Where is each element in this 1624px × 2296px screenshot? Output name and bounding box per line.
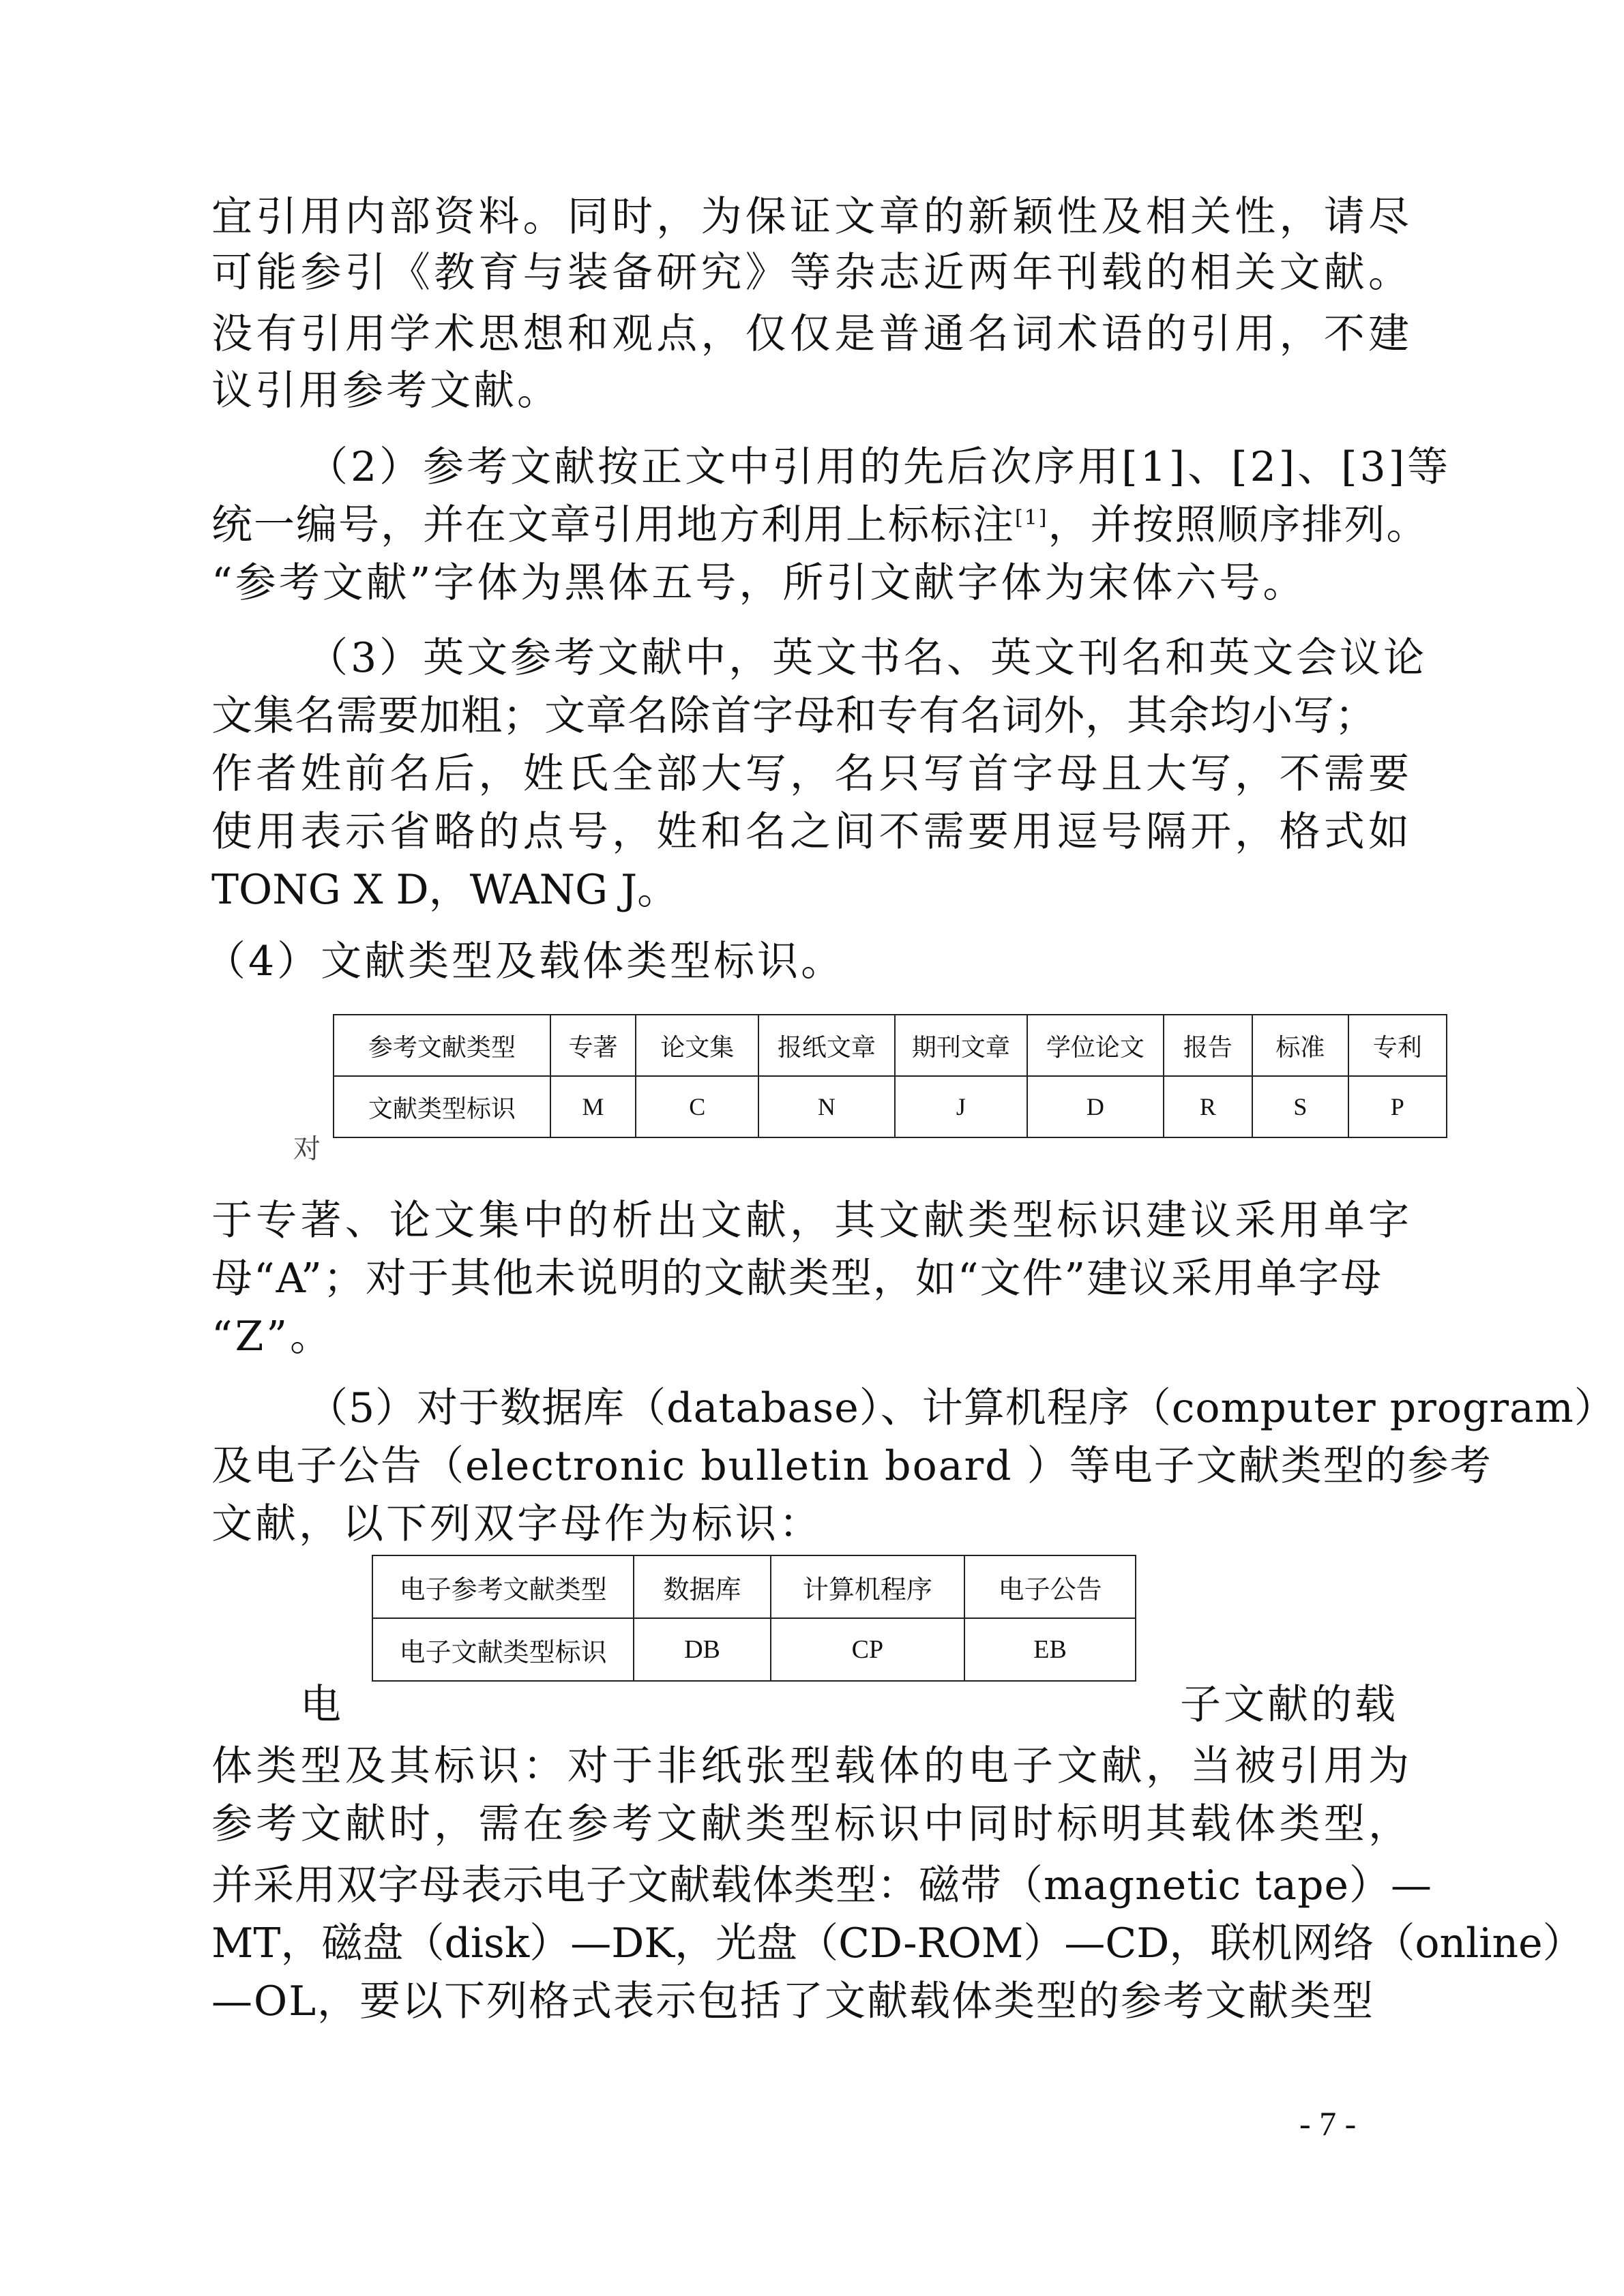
- item-4-after-line-1: 于专著、论文集中的析出文献，其文献类型标识建议采用单字: [211, 1197, 1412, 1244]
- table-cell: 学位论文: [1027, 1015, 1163, 1076]
- item-5-line-2: 及电子公告（electronic bulletin board ）等电子文献类型的参考: [211, 1442, 1492, 1490]
- table-cell: 参考文献类型: [334, 1015, 550, 1076]
- table-cell: C: [636, 1076, 758, 1137]
- text-span: ，并按照顺序排列。: [1048, 501, 1429, 549]
- table-cell: M: [550, 1076, 636, 1137]
- citation-superscript: [1]: [1015, 506, 1048, 530]
- table-cell: 专利: [1348, 1015, 1447, 1076]
- page-number: - 7 -: [1299, 2104, 1357, 2143]
- item-3-line-1: （3）英文参考文献中，英文书名、英文刊名和英文会议论: [307, 634, 1428, 682]
- item-5-after-line-4: MT，磁盘（disk）—DK，光盘（CD-ROM）—CD，联机网络（online）: [211, 1920, 1584, 1967]
- split-line-left: 电: [300, 1681, 344, 1729]
- table-header-row: [334, 1015, 1447, 1076]
- document-type-table: [333, 1014, 1447, 1138]
- electronic-type-table: [372, 1555, 1136, 1682]
- item-2-line-3: “参考文献”字体为黑体五号，所引文献字体为宋体六号。: [211, 559, 1307, 607]
- text-line: 没有引用学术思想和观点，仅仅是普通名词术语的引用，不建: [211, 310, 1412, 358]
- table-cell: 论文集: [636, 1015, 758, 1076]
- table-cell: 报纸文章: [758, 1015, 894, 1076]
- table-cell: 报告: [1164, 1015, 1253, 1076]
- item-2-line-1: （2）参考文献按正文中引用的先后次序用[1]、[2]、[3]等: [307, 443, 1451, 491]
- table-cell: DB: [634, 1618, 770, 1681]
- item-3-line-5: TONG X D，WANG J。: [211, 866, 679, 914]
- item-3-line-2: 文集名需要加粗；文章名除首字母和专有名词外，其余均小写；: [211, 692, 1376, 740]
- text-span: 统一编号，并在文章引用地方利用上标标注: [211, 501, 1015, 549]
- item-3-line-4: 使用表示省略的点号，姓和名之间不需要用逗号隔开，格式如: [211, 808, 1412, 856]
- table-cell: 电子文献类型标识: [372, 1618, 634, 1681]
- table-cell: CP: [771, 1618, 964, 1681]
- table-cell: 标准: [1252, 1015, 1348, 1076]
- item-5-after-line-5: —OL，要以下列格式表示包括了文献载体类型的参考文献类型: [211, 1978, 1375, 2025]
- table-cell: 文献类型标识: [334, 1076, 550, 1137]
- table-cell: 电子参考文献类型: [372, 1555, 634, 1618]
- table-cell: D: [1027, 1076, 1163, 1137]
- table-cell: 数据库: [634, 1555, 770, 1618]
- item-5-after-line-1: 体类型及其标识：对于非纸张型载体的电子文献，当被引用为: [211, 1742, 1412, 1790]
- table-cell: EB: [964, 1618, 1136, 1681]
- item-5-after-line-2: 参考文献时，需在参考文献类型标识中同时标明其载体类型，: [211, 1800, 1412, 1848]
- table-cell: P: [1348, 1076, 1447, 1137]
- table-code-row: [334, 1076, 1447, 1137]
- item-5-line-1: （5）对于数据库（database）、计算机程序（computer program）: [307, 1384, 1616, 1432]
- item-5-after-line-3: 并采用双字母表示电子文献载体类型：磁带（magnetic tape）—: [211, 1862, 1432, 1909]
- table-cell: R: [1164, 1076, 1253, 1137]
- text-line: 可能参引《教育与装备研究》等杂志近两年刊载的相关文献。: [211, 249, 1412, 297]
- split-line-right: 子文献的载: [1180, 1681, 1398, 1729]
- table-cell: J: [895, 1076, 1028, 1137]
- table-cell: S: [1252, 1076, 1348, 1137]
- item-4-heading: （4）文献类型及载体类型标识。: [205, 938, 845, 985]
- item-4-after-line-3: “Z”。: [211, 1313, 334, 1360]
- table-cell: 专著: [550, 1015, 636, 1076]
- item-5-line-3: 文献，以下列双字母作为标识：: [211, 1500, 823, 1548]
- table-cell: 计算机程序: [771, 1555, 964, 1618]
- item-4-after-line-2: 母“A”；对于其他未说明的文献类型，如“文件”建议采用单字母: [211, 1255, 1383, 1302]
- table-code-row: [372, 1618, 1136, 1681]
- item-3-line-3: 作者姓前名后，姓氏全部大写，名只写首字母且大写，不需要: [211, 750, 1412, 798]
- text-line: 宜引用内部资料。同时，为保证文章的新颖性及相关性，请尽: [211, 193, 1412, 241]
- item-2-line-2: [211, 501, 1432, 549]
- table-cell: 期刊文章: [895, 1015, 1028, 1076]
- table-cell: 电子公告: [964, 1555, 1136, 1618]
- table-header-row: [372, 1555, 1136, 1618]
- text-line: 议引用参考文献。: [211, 367, 561, 415]
- table-cell: N: [758, 1076, 894, 1137]
- stray-mark: 对: [293, 1133, 323, 1165]
